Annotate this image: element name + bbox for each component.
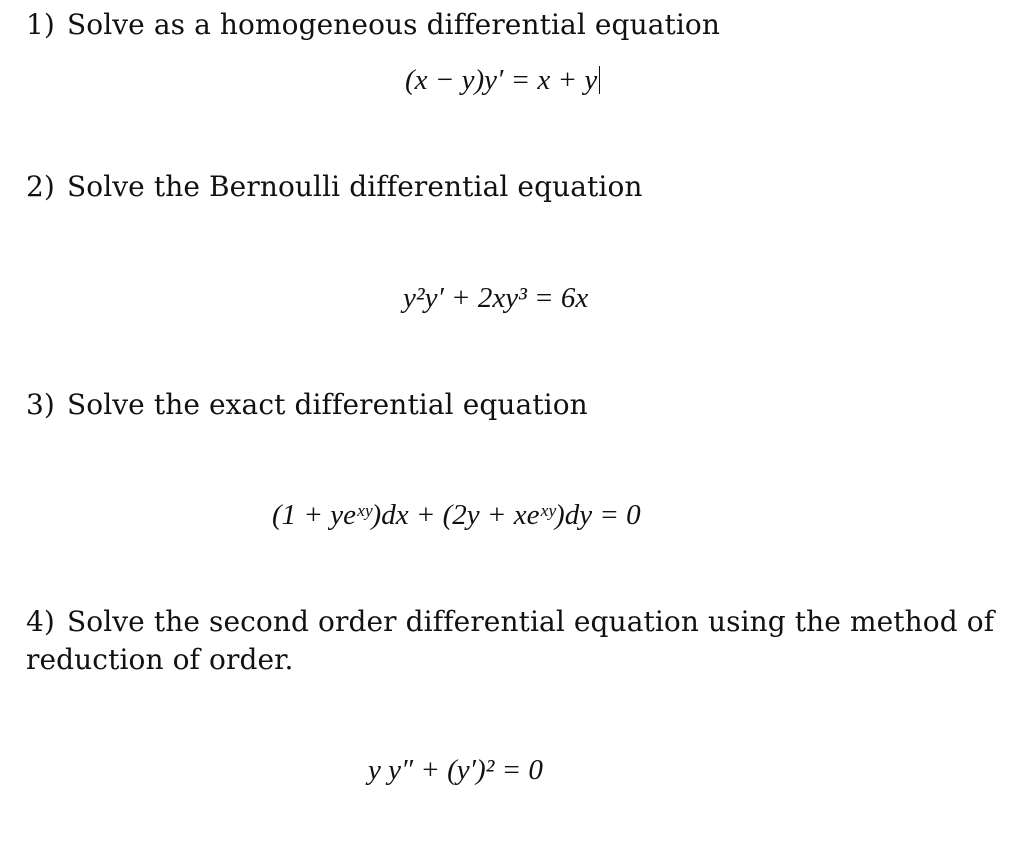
- problem-4-text: Solve the second order differential equation using the method of reduction of order.: [26, 605, 995, 676]
- problem-2-text: Solve the Bernoulli differential equation: [66, 170, 643, 203]
- problem-2-prompt: [26, 168, 643, 206]
- problem-1-number: 1): [26, 8, 55, 41]
- problem-1-equation-text: (x − y)y′ = x + y: [405, 64, 598, 96]
- problem-2-number: 2): [26, 170, 55, 203]
- problem-3-text: Solve the exact differential equation: [66, 388, 588, 421]
- problem-4-equation-text: y y″ + (y′)² = 0: [368, 754, 543, 786]
- problem-3-equation: [272, 497, 641, 533]
- problem-3-prompt: [26, 386, 588, 424]
- text-cursor: [599, 66, 600, 94]
- problem-3-equation-text: (1 + yeˣʸ)dx + (2y + xeˣʸ)dy = 0: [272, 499, 641, 531]
- problem-4-prompt: [26, 603, 1016, 679]
- problem-1-text: Solve as a homogeneous differential equation: [66, 8, 720, 41]
- problem-1-equation: [405, 62, 600, 98]
- problem-2-equation: [403, 280, 588, 316]
- problem-4-equation: [368, 752, 543, 788]
- problem-2-equation-text: y²y′ + 2xy³ = 6x: [403, 282, 589, 314]
- problem-4-number: 4): [26, 605, 55, 638]
- problem-3-number: 3): [26, 388, 55, 421]
- problem-1-prompt: [26, 6, 720, 44]
